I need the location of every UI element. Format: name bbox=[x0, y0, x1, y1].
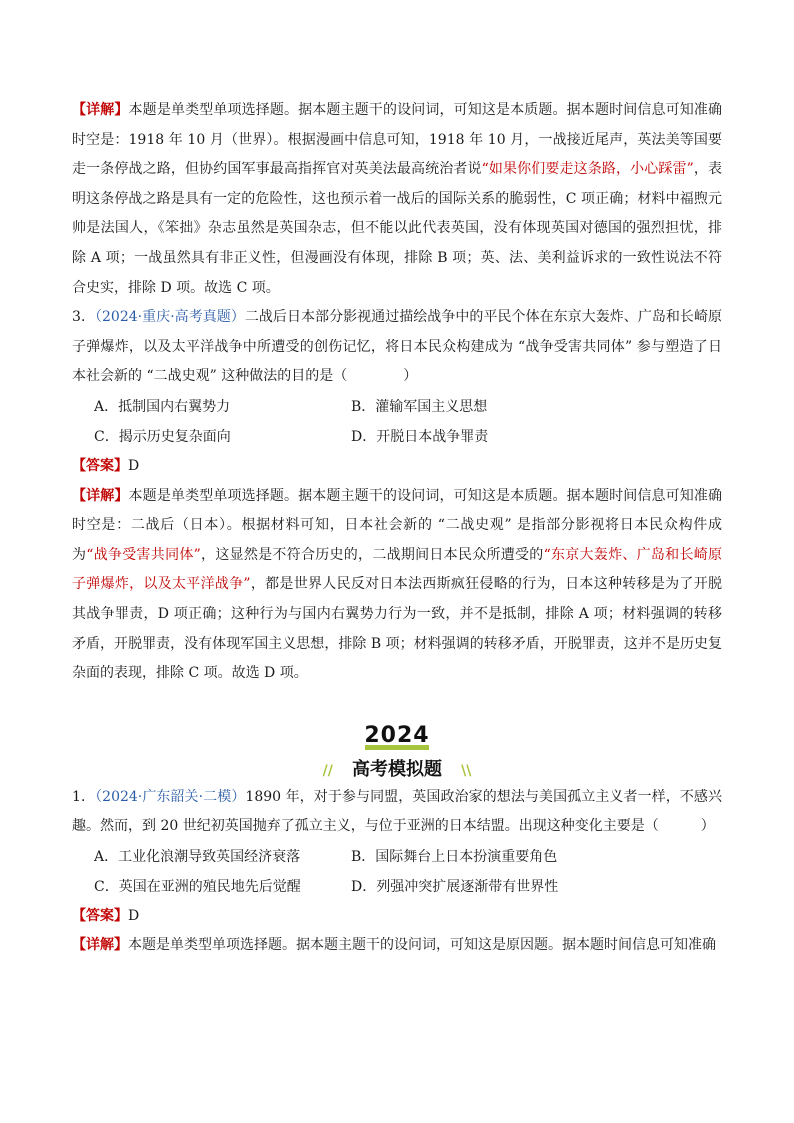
detail-text: ，都是世界人民反对日本法西斯疯狂侵略的行为，日本这种转移是为了开脱其战争罪责，D 项正确；这种行为与国内右翼势力行为一致，并不是抵制，排除 A 项；材料强调的转移矛盾，开脱罪责，没有体现军国主义思想，排除 B 项；材料强调的转移矛盾，开脱罪责，这并不是历史复杂面的表现，排除 C 项。故选 D 项。 bbox=[72, 576, 722, 682]
detail-text: 本题是单类型单项选择题。据本题主题干的设问词，可知这是本质题。据本题时间信息可知准确时空是：1918 年 10 月（世界）。根据漫画中信息可知，1918 年 10 月，一战接近尾声，英法美等国要走一条停战之路，但协约国军事最高指挥官对英美法最高统治者说 bbox=[72, 102, 723, 178]
option-d: D．列强冲突扩展逐渐带有世界性 bbox=[351, 878, 559, 895]
question-stem: 1890 年，对于参与同盟，英国政治家的想法与美国孤立主义者一样，不感兴趣。然而，到 20 世纪初英国抛弃了孤立主义，与位于亚洲的日本结盟。出现这种变化主要是（ ） bbox=[72, 788, 722, 835]
option-a: A．工业化浪潮导致英国经济衰落 bbox=[94, 848, 301, 865]
question-1-options bbox=[94, 842, 722, 902]
quote-text: “东京大轰炸、广岛和长崎原子弹爆炸，以及太平洋战争” bbox=[72, 546, 722, 593]
detail-text: 本题是单类型单项选择题。据本题主题干的设问词，可知这是原因题。据本题时间信息可知准确 bbox=[128, 937, 716, 954]
detail-paragraph-prev bbox=[72, 96, 722, 303]
detail-tag: 【详解】 bbox=[72, 937, 128, 954]
detail-text: 本题是单类型单项选择题。据本题主题干的设问词，可知这是本质题。据本题时间信息可知准确时空是：二战后（日本）。根据材料可知，日本社会新的 “二战史观” 是指部分影视将日本民众构件成为 bbox=[72, 487, 723, 563]
section-banner bbox=[72, 715, 722, 811]
question-1-answer bbox=[72, 902, 722, 932]
answer-tag: 【答案】 bbox=[72, 457, 128, 474]
detail-text: ，这显然是不符合历史的，二战期间日本民众所遭受的 bbox=[200, 546, 544, 563]
question-3-options bbox=[94, 392, 722, 452]
banner-right-slashes: \\ bbox=[461, 762, 472, 779]
answer-value: D bbox=[128, 457, 140, 474]
question-source: （2024·广东韶关·二模） bbox=[95, 788, 246, 805]
option-d: D．开脱日本战争罪责 bbox=[351, 428, 489, 445]
question-3-answer bbox=[72, 452, 722, 482]
option-b: B．灌输军国主义思想 bbox=[351, 398, 488, 415]
option-b: B．国际舞台上日本扮演重要角色 bbox=[351, 848, 558, 865]
banner-left-slashes: // bbox=[322, 762, 333, 779]
document-page bbox=[72, 96, 722, 961]
question-source: （2024·重庆·高考真题） bbox=[94, 309, 245, 326]
option-a: A．抵制国内右翼势力 bbox=[94, 398, 231, 415]
answer-value: D bbox=[128, 907, 140, 924]
quote-text: “战争受害共同体” bbox=[86, 546, 201, 563]
question-stem: 二战后日本部分影视通过描绘战争中的平民个体在东京大轰炸、广岛和长崎原子弹爆炸，以及太平洋战争中所遭受的创伤记忆，将日本民众构建成为 “战争受害共同体” 参与塑造了日本社会新的 “二战史观” 这种做法的目的是（ ） bbox=[72, 309, 722, 385]
banner-title-text: 高考模拟题 bbox=[352, 758, 442, 780]
detail-tag: 【详解】 bbox=[72, 487, 129, 504]
question-1-detail bbox=[72, 931, 722, 961]
option-c: C．英国在亚洲的殖民地先后觉醒 bbox=[94, 878, 301, 895]
answer-tag: 【答案】 bbox=[72, 907, 128, 924]
banner-year: 2024 bbox=[364, 722, 430, 748]
question-number: 3． bbox=[72, 309, 95, 326]
detail-tag: 【详解】 bbox=[72, 102, 129, 118]
option-c: C．揭示历史复杂面向 bbox=[94, 428, 231, 445]
banner-title bbox=[338, 755, 456, 781]
detail-text-cont: ，表明这条停战之路是具有一定的危险性，这也预示着一战后的国际关系的脆弱性，C 项正确；材料中福煦元帅是法国人，《笨拙》杂志虽然是英国杂志，但不能以此代表英国，没有体现英国对德国的强烈担忧，排除 A 项；一战虽然具有非正义性，但漫画没有体现，排除 B 项；英、法、美利益诉求的一致性说法不符合史实，排除 D 项。故选 C 项。 bbox=[72, 161, 722, 296]
quote-text: “如果你们要走这条路，小心踩雷” bbox=[481, 161, 694, 178]
question-3-detail bbox=[72, 482, 722, 689]
question-number: 1． bbox=[72, 788, 96, 805]
question-3-stem bbox=[72, 303, 722, 392]
